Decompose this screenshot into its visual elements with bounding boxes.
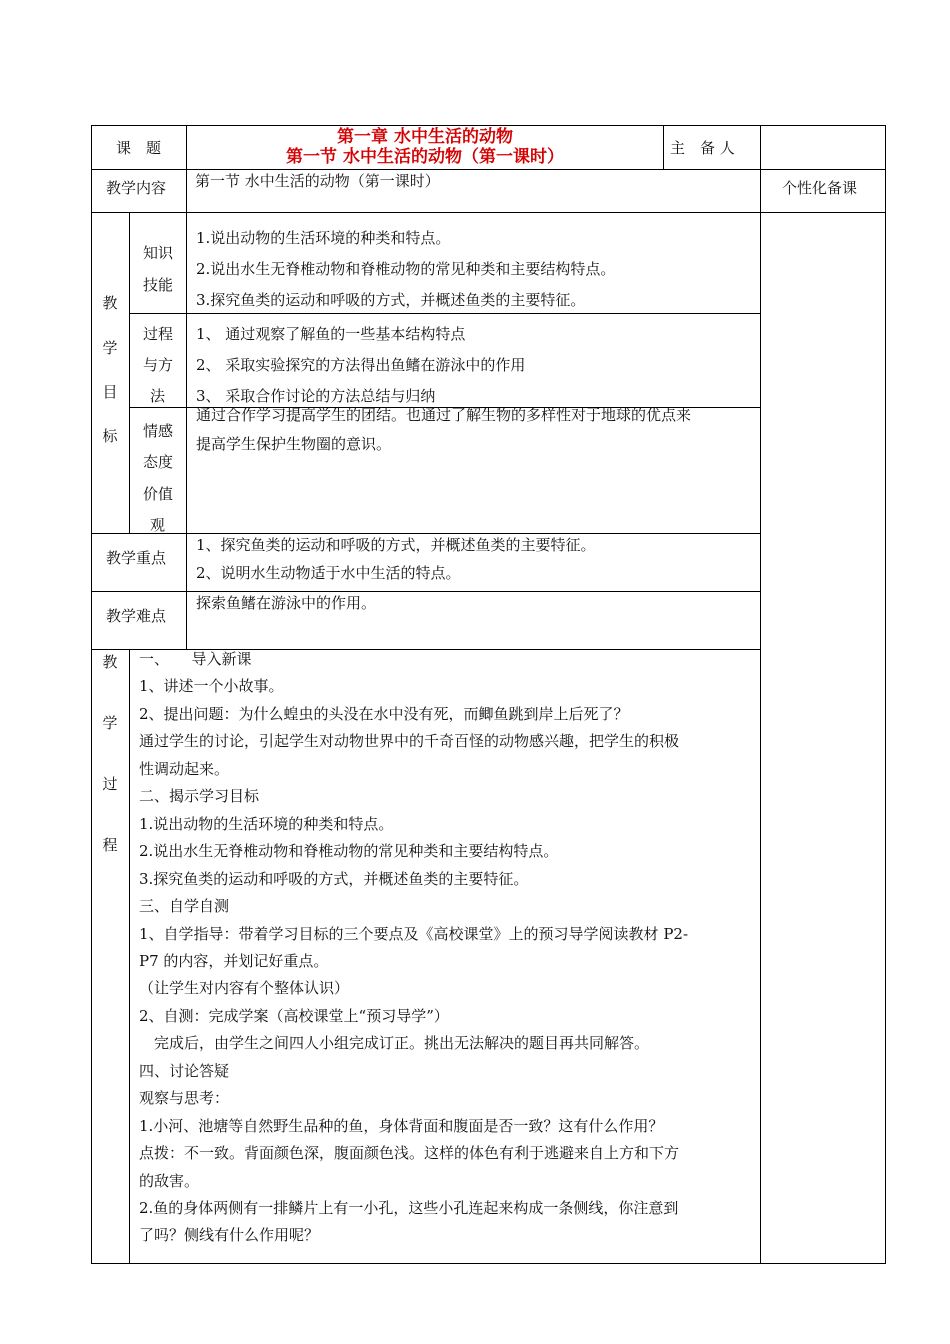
process-line: 性调动起来。 bbox=[139, 759, 230, 778]
process-line: P7 的内容，并划记好重点。 bbox=[139, 951, 329, 970]
process-line: 2、提出问题：为什么蝗虫的头没在水中没有死，而鲫鱼跳到岸上后死了？ bbox=[139, 704, 629, 723]
border-col-sub2 bbox=[129, 649, 130, 1263]
process-line: 2.说出水生无脊椎动物和脊椎动物的常见种类和主要结构特点。 bbox=[139, 842, 559, 861]
content-value: 第一节 水中生活的动物（第一课时） bbox=[195, 172, 440, 190]
knowledge-label: 知识 bbox=[143, 244, 174, 262]
process-line: 三、自学自测 bbox=[139, 897, 230, 916]
border-col-preparer-value bbox=[760, 125, 761, 1263]
key-points-item: 1、探究鱼类的运动和呼吸的方式，并概述鱼类的主要特征。 bbox=[196, 536, 596, 554]
process-line: 通过学生的讨论，引起学生对动物世界中的千奇百怪的动物感兴趣，把学生的积极 bbox=[139, 732, 680, 751]
content-label: 教学内容 bbox=[106, 179, 167, 197]
border-col-sub bbox=[129, 212, 130, 533]
knowledge-label: 技能 bbox=[143, 276, 174, 294]
process-method-item: 3、 采取合作讨论的方法总结与归纳 bbox=[196, 387, 436, 405]
section-title: 第一节 水中生活的动物（第一课时） bbox=[286, 147, 564, 167]
emotion-label: 观 bbox=[150, 516, 166, 534]
emotion-item: 通过合作学习提高学生的团结。也通过了解生物的多样性对于地球的优点来 bbox=[196, 406, 692, 424]
emotion-item: 提高学生保护生物圈的意识。 bbox=[196, 435, 392, 453]
process-line: （让学生对内容有个整体认识） bbox=[139, 979, 350, 998]
knowledge-item: 1.说出动物的生活环境的种类和特点。 bbox=[196, 229, 451, 247]
emotion-label: 价值 bbox=[143, 485, 174, 503]
chapter-title: 第一章 水中生活的动物 bbox=[337, 127, 513, 147]
knowledge-item: 2.说出水生无脊椎动物和脊椎动物的常见种类和主要结构特点。 bbox=[196, 260, 616, 278]
process-line: 完成后，由学生之间四人小组完成订正。挑出无法解决的题目再共同解答。 bbox=[139, 1034, 650, 1053]
emotion-label: 情感 bbox=[143, 422, 174, 440]
process-line: 2、自测：完成学案（高校课堂上“预习导学”） bbox=[139, 1006, 449, 1025]
objectives-label-char: 目 bbox=[102, 383, 118, 401]
process-line: 点拨：不一致。背面颜色深，腹面颜色浅。这样的体色有利于逃避来自上方和下方 bbox=[139, 1144, 680, 1163]
preparer-label: 主 备 人 bbox=[670, 139, 735, 157]
process-method-label: 过程 bbox=[143, 325, 174, 343]
process-line: 四、讨论答疑 bbox=[139, 1061, 230, 1080]
objectives-label-char: 标 bbox=[102, 427, 118, 445]
process-method-label: 法 bbox=[150, 387, 166, 405]
process-label-char: 教 bbox=[102, 653, 118, 671]
border-objectives bbox=[91, 533, 761, 534]
border-col-b bbox=[186, 212, 187, 533]
key-points-item: 2、说明水生动物适于水中生活的特点。 bbox=[196, 564, 461, 582]
process-method-item: 1、 通过观察了解鱼的一些基本结构特点 bbox=[196, 325, 466, 343]
process-line: 3.探究鱼类的运动和呼吸的方式，并概述鱼类的主要特征。 bbox=[139, 869, 529, 888]
process-line: 观察与思考： bbox=[139, 1089, 230, 1108]
topic-label: 课 题 bbox=[116, 139, 162, 157]
process-line: 1.小河、池塘等自然野生品种的鱼，身体背面和腹面是否一致？这有什么作用？ bbox=[139, 1116, 664, 1135]
process-method-label: 与方 bbox=[143, 356, 174, 374]
border-keypoints bbox=[91, 591, 761, 592]
process-label-char: 过 bbox=[102, 775, 118, 793]
personal-label: 个性化备课 bbox=[782, 179, 858, 197]
difficult-points-item: 探索鱼鳍在游泳中的作用。 bbox=[196, 594, 377, 612]
border-bottom bbox=[91, 1263, 886, 1264]
process-line: 1、讲述一个小故事。 bbox=[139, 677, 284, 696]
border-right bbox=[885, 125, 886, 1263]
process-label-char: 程 bbox=[102, 836, 118, 854]
process-line: 二、揭示学习目标 bbox=[139, 787, 260, 806]
border-top bbox=[91, 125, 886, 126]
process-line: 的敌害。 bbox=[139, 1171, 200, 1190]
border-knowledge bbox=[129, 313, 761, 314]
key-points-label: 教学重点 bbox=[106, 549, 167, 567]
border-col-a2 bbox=[186, 533, 187, 649]
process-method-item: 2、 采取实验探究的方法得出鱼鳍在游泳中的作用 bbox=[196, 356, 526, 374]
border-row1 bbox=[91, 169, 886, 170]
process-line: 了吗？侧线有什么作用呢？ bbox=[139, 1226, 320, 1245]
border-row2 bbox=[91, 212, 886, 213]
emotion-label: 态度 bbox=[143, 453, 174, 471]
border-left bbox=[91, 125, 92, 1263]
process-line: 1、自学指导：带着学习目标的三个要点及《高校课堂》上的预习导学阅读教材 P2- bbox=[139, 924, 689, 943]
difficult-points-label: 教学难点 bbox=[106, 607, 167, 625]
objectives-label-char: 学 bbox=[102, 339, 118, 357]
process-label-char: 学 bbox=[102, 714, 118, 732]
objectives-label-char: 教 bbox=[102, 294, 118, 312]
knowledge-item: 3.探究鱼类的运动和呼吸的方式，并概述鱼类的主要特征。 bbox=[196, 291, 586, 309]
process-line: 2.鱼的身体两侧有一排鳞片上有一小孔，这些小孔连起来构成一条侧线，你注意到 bbox=[139, 1199, 679, 1217]
process-line: 一、 导入新课 bbox=[139, 650, 252, 668]
border-col-preparer bbox=[663, 125, 664, 169]
process-line: 1.说出动物的生活环境的种类和特点。 bbox=[139, 814, 394, 833]
